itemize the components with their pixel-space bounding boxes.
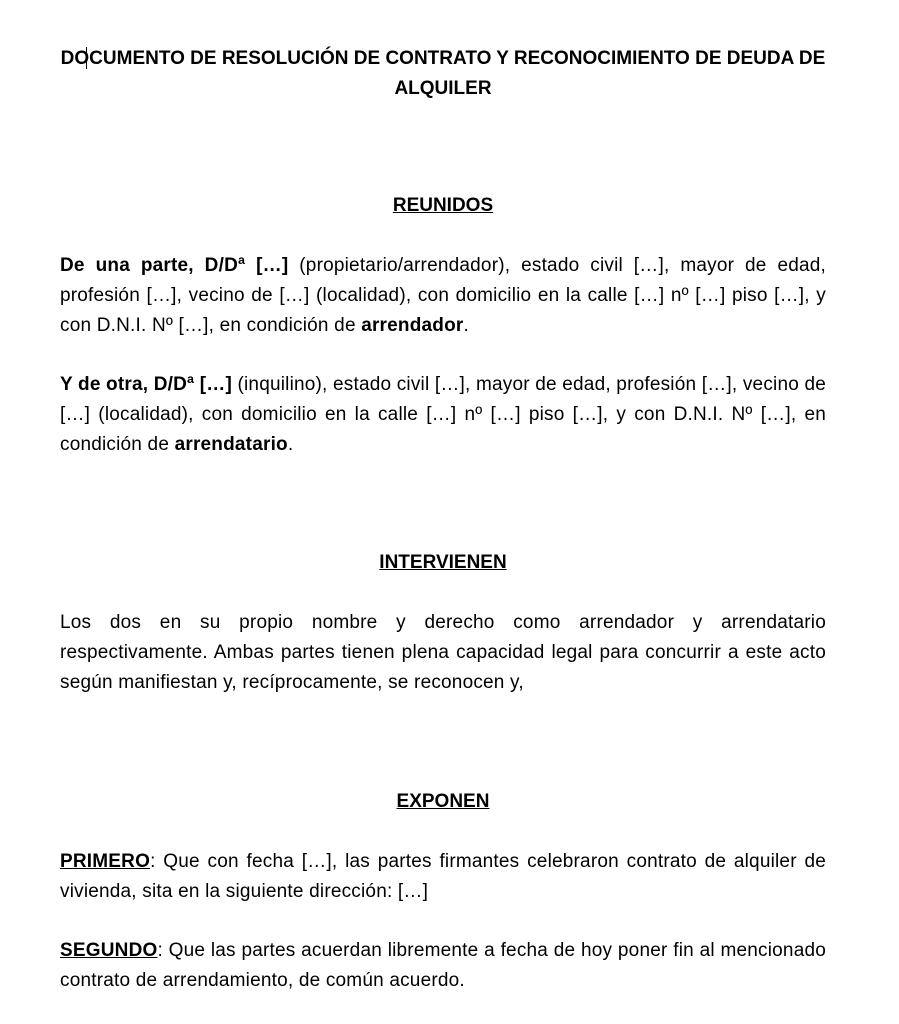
paragraph-arrendatario [60,370,826,460]
heading-reunidos: REUNIDOS [392,195,494,216]
paragraph-segundo [60,936,826,996]
heading-intervienen: INTERVIENEN [379,552,507,573]
party-end: . [287,434,294,455]
paragraph-arrendador [60,251,826,341]
party-details: (inquilino), estado civil […], mayor de edad, profesión […], vecino de […] (localidad), con domicilio en la calle […] nº […] piso […], y con D.N.I. Nº […], en condición de [60,374,826,455]
party-details: (propietario/arrendador), estado civil […], mayor de edad, profesión […], vecino de […] (localidad), con domicilio en la calle […] nº […] piso […], y con D.N.I. Nº […], en condición de [60,255,826,336]
document-title: DOCUMENTO DE RESOLUCIÓN DE CONTRATO Y RECONOCIMIENTO DE DEUDA DE ALQUILER [60,48,826,99]
clause-text: : Que con fecha […], las partes firmantes celebraron contrato de alquiler de vivienda, sita en la siguiente dirección: […] [60,851,826,902]
clause-label: PRIMERO [60,851,151,872]
party-end: . [463,315,469,336]
clause-text: : Que las partes acuerdan libremente a fecha de hoy poner fin al mencionado contrato de arrendamiento, de común acuerdo. [60,940,826,991]
party-role: arrendatario [174,434,288,455]
paragraph-intervienen: Los dos en su propio nombre y derecho como arrendador y arrendatario respectivamente. Ambas partes tienen plena capacidad legal para concurrir a este acto según manifiestan y, recíprocamente, se reconocen y, [60,612,826,693]
party-lead: De una parte, D/Dª […] [60,255,289,276]
party-role: arrendador [361,315,464,336]
clause-label: SEGUNDO [60,940,158,961]
heading-exponen: EXPONEN [396,791,490,812]
paragraph-primero [60,847,826,907]
party-lead: Y de otra, D/Dª […] [60,374,232,395]
